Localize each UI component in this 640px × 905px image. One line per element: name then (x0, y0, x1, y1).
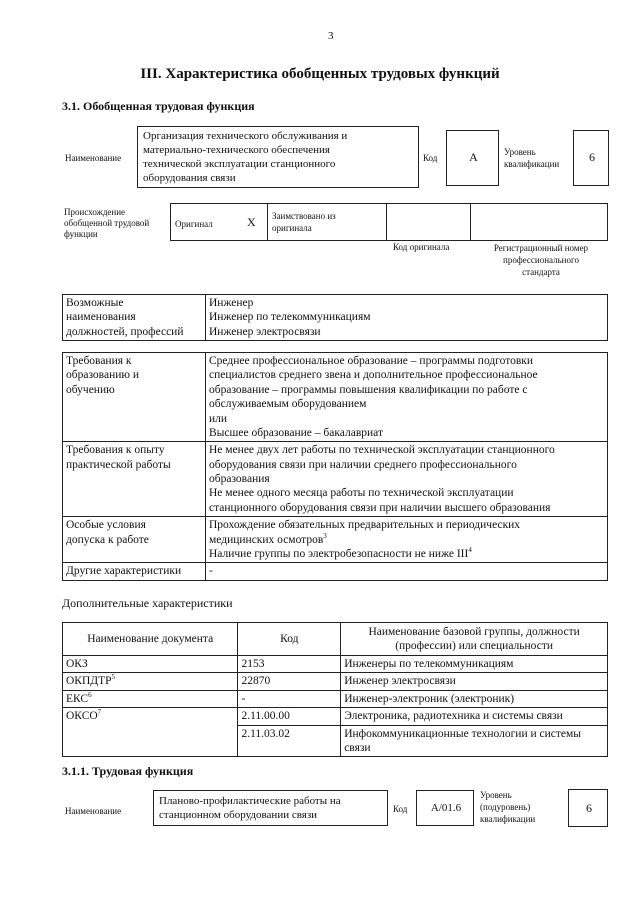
req-value-line: образование – программы повышения квалификации по работе с (209, 383, 528, 396)
gtf-level-label-line: квалификации (504, 159, 560, 169)
table-row (63, 353, 608, 442)
positions-label-line: должностей, профессий (66, 325, 184, 338)
req-value-line: Не менее двух лет работы по технической эксплуатации станционного (209, 444, 555, 457)
req-label-line: допуска к работе (66, 533, 149, 546)
page-number: 3 (328, 30, 334, 42)
origin-divider (470, 203, 471, 241)
req-label-cell (63, 563, 206, 580)
name-cell: Электроника, радиотехника и системы связи (341, 708, 608, 725)
gtf-level-label (504, 146, 559, 170)
name-cell: Инженер-электроник (электроник) (341, 690, 608, 707)
doc-text: ЕКС (66, 692, 89, 705)
position-item: Инженер (209, 297, 254, 309)
requirements-table (62, 352, 608, 581)
req-value-line: образования (209, 473, 270, 485)
doc-cell (63, 690, 238, 707)
req-value-line: станционного оборудования связи при наличии высшего образования (209, 501, 551, 514)
tf-name-line: станционном оборудовании связи (159, 809, 318, 821)
additional-table (62, 622, 608, 757)
origin-label-line: функции (64, 229, 98, 239)
table-row (63, 442, 608, 517)
positions-label-line: Возможные (66, 297, 124, 309)
gtf-level-value: 6 (589, 150, 595, 164)
table-row (63, 708, 608, 725)
req-value-cell (206, 517, 608, 563)
req-value-cell (206, 353, 608, 442)
gtf-name-line: технической эксплуатации станционного (143, 158, 336, 170)
subsection-title: 3.1. Обобщенная трудовая функция (62, 99, 255, 113)
tf-level-box (568, 789, 608, 827)
origin-code-caption: Код оригинала (393, 242, 450, 252)
req-value-text: медицинских осмотров (209, 533, 324, 546)
origin-borrowed-line: Заимствовано из (272, 211, 336, 221)
tf-level-label-line: квалификации (480, 814, 536, 824)
req-value-line: Не менее одного месяца работы по технической эксплуатации (209, 487, 514, 500)
code-cell: 2153 (238, 656, 341, 673)
gtf-name-line: Организация технического обслуживания и (143, 130, 348, 142)
doc-text: ОКСО (66, 710, 98, 723)
req-value-line: оборудования связи при наличии среднего профессионального (209, 458, 517, 471)
origin-reg-line: стандарта (522, 267, 560, 277)
tf-name-label: Наименование (65, 806, 122, 816)
tf-title: 3.1.1. Трудовая функция (62, 764, 194, 778)
tf-name-box (153, 790, 388, 826)
req-label-line: обучению (66, 383, 115, 396)
origin-reg-line: Регистрационный номер (493, 243, 589, 253)
doc-text: ОКЗ (66, 658, 88, 670)
origin-divider (386, 203, 387, 241)
doc-cell (63, 656, 238, 673)
req-label-cell (63, 442, 206, 517)
gtf-code-value: A (469, 150, 478, 164)
gtf-name-line: оборудования связи (143, 172, 236, 184)
origin-box (170, 203, 608, 241)
origin-label-line: обобщенной трудовой (64, 218, 150, 228)
req-value-text: Наличие группы по электробезопасности не ниже III (209, 547, 469, 560)
req-value-line (209, 533, 604, 547)
code-cell: 2.11.00.00 (238, 708, 341, 725)
req-label-line: Требования к опыту (66, 444, 165, 457)
origin-divider (267, 203, 268, 241)
req-value-cell (206, 563, 608, 580)
additional-title: Дополнительные характеристики (62, 596, 233, 610)
req-value-line: специалистов среднего звена и дополнительное профессиональное (209, 369, 538, 382)
header-doc: Наименование документа (63, 623, 238, 656)
origin-label (64, 207, 149, 240)
gtf-level-label-line: Уровень (504, 147, 536, 157)
req-value-line: Среднее профессиональное образование – программы подготовки (209, 355, 534, 367)
req-label-cell (63, 353, 206, 442)
name-cell: Инфокоммуникационные технологии и системы связи (341, 725, 608, 757)
footnote-ref: 6 (88, 690, 92, 699)
req-value-line: - (209, 565, 213, 578)
code-cell: - (238, 690, 341, 707)
doc-text: ОКПДТР (66, 675, 112, 688)
table-row (63, 656, 608, 673)
req-label-line: практической работы (66, 458, 171, 471)
tf-level-value: 6 (586, 801, 592, 815)
req-label-cell (63, 517, 206, 563)
code-cell: 2.11.03.02 (238, 725, 341, 757)
req-label-line: Особые условия (66, 519, 146, 532)
req-value-line: Высшее образование – бакалавриат (209, 426, 383, 439)
position-item: Инженер по телекоммуникациям (209, 311, 371, 324)
gtf-name-line: материально-технического обеспечения (143, 144, 330, 156)
table-row (63, 690, 608, 707)
footnote-ref: 4 (468, 546, 472, 555)
gtf-name-label: Наименование (65, 153, 122, 163)
req-value-line: или (209, 412, 228, 425)
footnote-ref: 7 (97, 708, 102, 717)
footnote-ref: 5 (111, 673, 116, 682)
req-value-line: Прохождение обязательных предварительных и периодических (209, 519, 521, 532)
position-item: Инженер электросвязи (209, 325, 321, 338)
origin-reg-caption (474, 242, 608, 278)
code-cell: 22870 (238, 673, 341, 690)
req-value-line: обслуживаемым оборудованием (209, 398, 367, 411)
table-row (63, 517, 608, 563)
gtf-code-label: Код (423, 153, 438, 163)
name-cell: Инженер электросвязи (341, 673, 608, 690)
gtf-name-box (137, 126, 419, 188)
req-label-line: Требования к (66, 355, 132, 367)
positions-value-cell (206, 295, 608, 341)
gtf-name-text (143, 129, 347, 185)
req-value-cell (206, 442, 608, 517)
gtf-level-box (573, 130, 609, 186)
tf-name-text (159, 794, 341, 822)
header-code: Код (238, 623, 341, 656)
gtf-code-box (446, 130, 499, 186)
origin-borrowed-label (272, 210, 336, 234)
req-label-line: Другие характеристики (66, 565, 182, 578)
section-title: III. Характеристика обобщенных трудовых функций (140, 66, 500, 82)
origin-original-label: Оригинал (175, 219, 213, 229)
name-cell: Инженеры по телекоммуникациям (341, 656, 608, 673)
positions-label-line: наименования (66, 311, 136, 324)
origin-original-mark: X (247, 215, 256, 229)
table-row (63, 673, 608, 690)
header-name: Наименование базовой группы, должности (профессии) или специальности (341, 623, 608, 656)
doc-cell (63, 673, 238, 690)
tf-level-label (480, 789, 535, 825)
positions-table (62, 294, 608, 341)
tf-code-value: A/01.6 (430, 802, 462, 814)
tf-level-label-line: Уровень (480, 790, 512, 800)
origin-reg-line: профессионального (503, 255, 579, 265)
tf-name-line: Планово-профилактические работы на (159, 795, 341, 807)
footnote-ref: 3 (323, 531, 327, 540)
tf-code-label: Код (393, 804, 408, 814)
origin-label-line: Происхождение (64, 207, 126, 217)
req-label-line: образованию и (66, 369, 139, 382)
tf-code-box (416, 790, 474, 826)
origin-borrowed-line: оригинала (272, 223, 312, 233)
tf-level-label-line: (подуровень) (480, 802, 531, 812)
doc-cell (63, 708, 238, 757)
table-row (63, 563, 608, 580)
positions-label-cell (63, 295, 206, 341)
table-header-row (63, 623, 608, 656)
req-value-line (209, 547, 604, 561)
